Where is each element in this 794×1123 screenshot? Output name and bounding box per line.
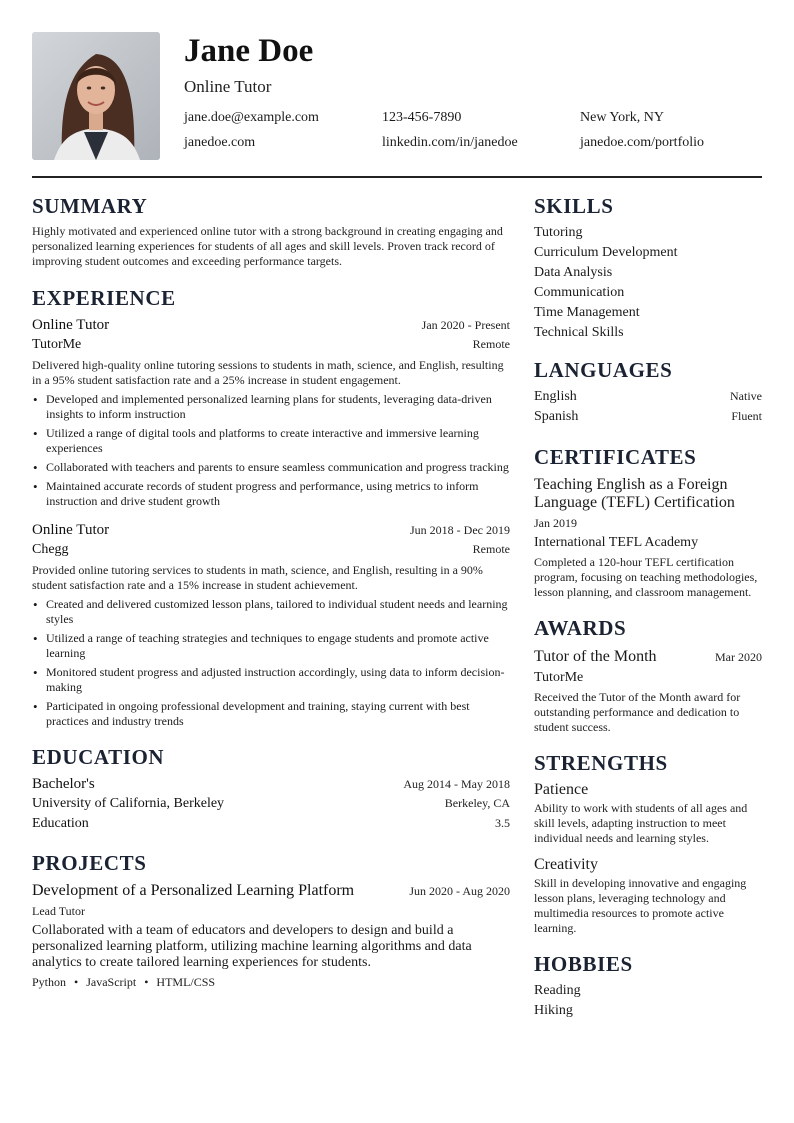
languages-list	[534, 387, 762, 427]
project-role: Lead Tutor	[32, 904, 86, 918]
award-description: Received the Tutor of the Month award for outstanding performance and dedication to student success.	[534, 690, 741, 734]
contact-portfolio[interactable]: janedoe.com/portfolio	[580, 135, 705, 150]
skills-section	[534, 194, 762, 343]
tag-separator: •	[74, 975, 79, 989]
section-heading: AWARDS	[534, 616, 627, 640]
project-tag: HTML/CSS	[156, 975, 216, 989]
strength-name: Creativity	[534, 856, 598, 873]
skill-item: Communication	[534, 285, 625, 300]
education-section	[32, 745, 510, 833]
award-date: Mar 2020	[715, 650, 762, 664]
job-location: Remote	[472, 542, 510, 556]
sidebar-column	[534, 194, 762, 1021]
job-bullet: • Monitored student progress and adjusted instruction accordingly, using data to inform decision-making	[32, 665, 510, 695]
hobbies-list	[534, 981, 762, 1021]
job-bullet: • Collaborated with teachers and parents to ensure seamless communication and progress tracking	[32, 460, 510, 475]
experience-entry	[32, 316, 510, 509]
language-item	[534, 407, 762, 427]
award-name: Tutor of the Month	[534, 648, 657, 665]
hobbies-section	[534, 952, 762, 1021]
certificate-name: Teaching English as a Foreign Language (TEFL) Certification	[534, 476, 735, 511]
section-heading: LANGUAGES	[534, 358, 673, 382]
language-level: Fluent	[731, 409, 762, 423]
job-bullet: • Utilized a range of digital tools and platforms to create interactive and immersive learning experiences	[32, 426, 510, 456]
job-location: Remote	[472, 337, 510, 351]
summary-section	[32, 194, 510, 269]
language-item	[534, 387, 762, 407]
skill-item: Time Management	[534, 305, 640, 320]
strength-name: Patience	[534, 781, 589, 798]
skill-item: Technical Skills	[534, 325, 624, 340]
strength-description: Skill in developing innovative and engaging lesson plans, leveraging technology and multimedia resources to promote active learning.	[534, 876, 747, 935]
certificate-description: Completed a 120-hour TEFL certification program, focusing on teaching methodologies, lesson planning, and classroom management.	[534, 555, 758, 599]
main-column	[32, 194, 510, 990]
language-level: Native	[730, 389, 762, 403]
projects-section	[32, 851, 510, 990]
languages-section	[534, 358, 762, 427]
strength-item	[534, 781, 762, 846]
job-bullet: • Utilized a range of teaching strategies and techniques to engage students and promote active learning	[32, 631, 510, 661]
language-name: Spanish	[534, 409, 579, 424]
contact-email[interactable]: jane.doe@example.com	[184, 110, 319, 125]
job-bullet: • Maintained accurate records of student progress and performance, using metrics to inform instruction and drive student growth	[32, 479, 510, 509]
project-entry	[32, 882, 510, 990]
resume-header	[32, 32, 762, 160]
education-dates: Aug 2014 - May 2018	[403, 777, 510, 791]
project-tag: JavaScript	[86, 975, 137, 989]
skill-item: Tutoring	[534, 225, 583, 240]
skill-item: Data Analysis	[534, 265, 613, 280]
education-field: Education	[32, 816, 89, 831]
job-dates: Jun 2018 - Dec 2019	[410, 523, 510, 537]
project-tags	[32, 975, 510, 990]
tag-separator: •	[144, 975, 149, 989]
project-name: Development of a Personalized Learning Platform	[32, 882, 355, 899]
contact-website[interactable]: janedoe.com	[184, 135, 256, 150]
awards-section	[534, 616, 762, 735]
section-heading: EDUCATION	[32, 745, 165, 769]
section-heading: SUMMARY	[32, 194, 148, 218]
job-role: Online Tutor	[32, 522, 110, 538]
section-heading: HOBBIES	[534, 952, 633, 976]
profile-photo	[32, 32, 160, 160]
job-summary: Provided online tutoring services to students in math, science, and English, resulting in a 90% student satisfaction rate and a 15% increase in student achievement.	[32, 563, 483, 592]
contact-linkedin[interactable]: linkedin.com/in/janedoe	[382, 135, 518, 150]
award-issuer: TutorMe	[534, 670, 584, 685]
profile-photo-illustration	[32, 32, 160, 160]
hobby-item: Hiking	[534, 1003, 573, 1018]
job-dates: Jan 2020 - Present	[421, 318, 510, 332]
job-summary: Delivered high-quality online tutoring sessions to students in math, science, and English, resulting in a 95% student satisfaction rate and a 25% increase in student engagement.	[32, 358, 504, 387]
job-bullet: • Participated in ongoing professional development and training, staying current with best practices and industry trends	[32, 699, 510, 729]
experience-entry	[32, 521, 510, 729]
contact-info	[184, 110, 762, 151]
header-divider	[32, 176, 762, 178]
skill-item: Curriculum Development	[534, 245, 678, 260]
section-heading: EXPERIENCE	[32, 286, 176, 310]
candidate-name: Jane Doe	[184, 33, 314, 69]
candidate-title: Online Tutor	[184, 77, 272, 96]
summary-text: Highly motivated and experienced online tutor with a strong background in creating engaging and personalized learning experiences for students of all ages and skill levels. Proven track record of improving student outcomes and exceeding performance targets.	[32, 224, 503, 268]
contact-phone[interactable]: 123-456-7890	[382, 110, 462, 125]
section-heading: PROJECTS	[32, 851, 147, 875]
education-entry	[32, 775, 510, 833]
strength-description: Ability to work with students of all ages and skill levels, adapting instruction to meet individual needs and learning styles.	[534, 801, 748, 845]
job-role: Online Tutor	[32, 317, 110, 333]
job-bullet: • Developed and implemented personalized learning plans for students, leveraging data-driven insights to inform instruction	[32, 392, 510, 422]
section-heading: CERTIFICATES	[534, 445, 697, 469]
job-company: TutorMe	[32, 337, 82, 352]
job-bullet: • Created and delivered customized lesson plans, tailored to individual student needs and learning styles	[32, 597, 510, 627]
language-name: English	[534, 389, 577, 404]
section-heading: STRENGTHS	[534, 751, 668, 775]
education-gpa: 3.5	[495, 816, 510, 830]
contact-location: New York, NY	[580, 110, 665, 125]
education-school: University of California, Berkeley	[32, 796, 225, 811]
job-company: Chegg	[32, 542, 69, 557]
certificates-section	[534, 445, 762, 600]
section-heading: SKILLS	[534, 194, 614, 218]
education-location: Berkeley, CA	[444, 796, 510, 810]
job-bullets	[32, 597, 510, 729]
experience-section	[32, 286, 510, 729]
certificate-issuer: International TEFL Academy	[534, 535, 699, 550]
strength-item	[534, 856, 762, 936]
education-degree: Bachelor's	[32, 776, 95, 792]
project-dates: Jun 2020 - Aug 2020	[409, 884, 510, 898]
certificate-date: Jan 2019	[534, 516, 577, 530]
hobby-item: Reading	[534, 983, 581, 998]
project-tag: Python	[32, 975, 67, 989]
project-description: Collaborated with a team of educators and developers to design and build a personalized learning platform, utilizing machine learning algorithms and data analytics to create tailored learning experiences for students.	[32, 923, 472, 970]
job-bullets	[32, 392, 510, 509]
skills-list	[534, 223, 762, 343]
strengths-section	[534, 751, 762, 936]
